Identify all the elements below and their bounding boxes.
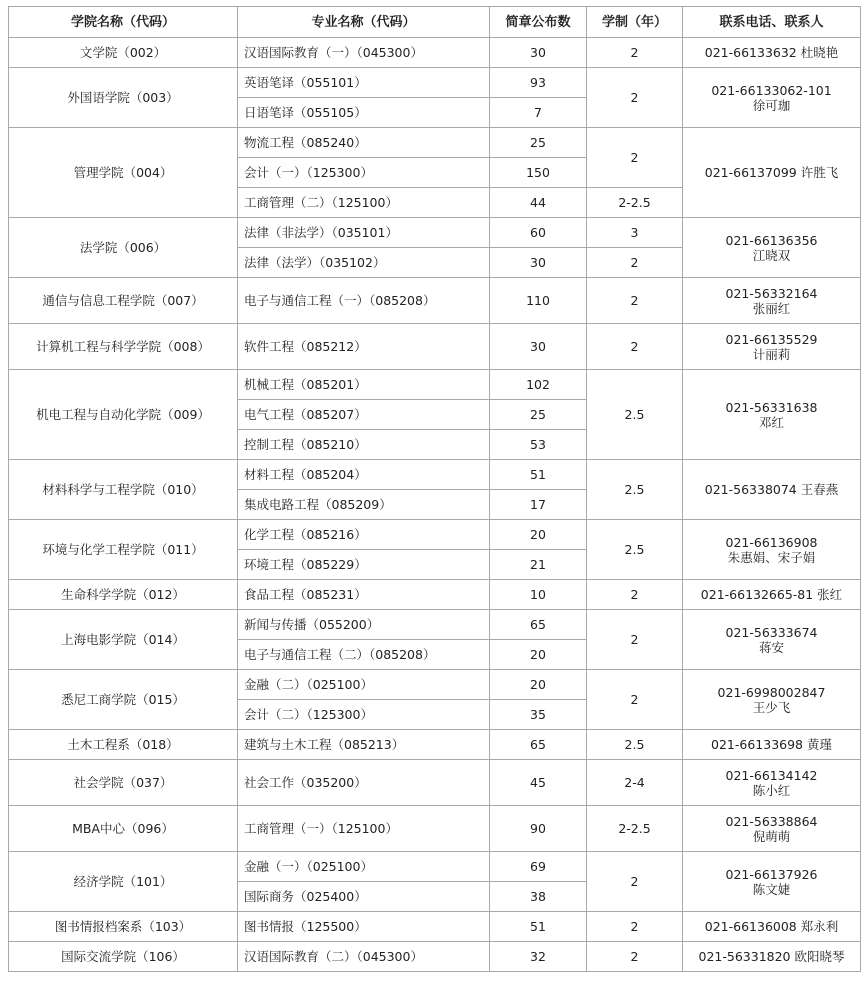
quota-count: 32 (490, 942, 587, 972)
college-name: 图书情报档案系（103） (9, 912, 238, 942)
study-years: 3 (587, 218, 683, 248)
study-years: 2 (587, 248, 683, 278)
major-name: 控制工程（085210） (238, 430, 490, 460)
major-name: 软件工程（085212） (238, 324, 490, 370)
contact-line: 徐可珈 (752, 97, 791, 113)
table-row (9, 852, 861, 882)
study-years: 2 (587, 324, 683, 370)
college-name: 文学院（002） (9, 38, 238, 68)
college-name: 管理学院（004） (9, 128, 238, 218)
study-years: 2 (587, 942, 683, 972)
contact-line: 021-66136908 (725, 534, 818, 550)
contact-line: 021-66132665-81 张红 (700, 587, 843, 602)
quota-count: 65 (490, 730, 587, 760)
major-name: 环境工程（085229） (238, 550, 490, 580)
contact-info (683, 806, 861, 852)
college-name: 材料科学与工程学院（010） (9, 460, 238, 520)
study-years: 2 (587, 128, 683, 188)
table-row (9, 460, 861, 490)
header-major: 专业名称（代码） (238, 7, 490, 38)
major-name: 新闻与传播（055200） (238, 610, 490, 640)
table-row (9, 370, 861, 400)
contact-line: 021-66133632 杜晓艳 (704, 45, 839, 60)
quota-count: 17 (490, 490, 587, 520)
college-name: 计算机工程与科学学院（008） (9, 324, 238, 370)
quota-count: 150 (490, 158, 587, 188)
study-years: 2.5 (587, 730, 683, 760)
college-name: 土木工程系（018） (9, 730, 238, 760)
contact-info (683, 942, 861, 972)
major-name: 电气工程（085207） (238, 400, 490, 430)
contact-info (683, 730, 861, 760)
contact-line: 021-56333674 (725, 624, 818, 640)
header-college: 学院名称（代码） (9, 7, 238, 38)
quota-count: 30 (490, 38, 587, 68)
major-name: 机械工程（085201） (238, 370, 490, 400)
college-name: 生命科学学院（012） (9, 580, 238, 610)
major-name: 工商管理（一）（125100） (238, 806, 490, 852)
quota-count: 30 (490, 248, 587, 278)
study-years: 2 (587, 38, 683, 68)
major-name: 社会工作（035200） (238, 760, 490, 806)
major-name: 电子与通信工程（一）（085208） (238, 278, 490, 324)
major-name: 会计（二）（125300） (238, 700, 490, 730)
contact-info (683, 580, 861, 610)
contact-line: 021-56338864 (725, 813, 818, 829)
major-name: 集成电路工程（085209） (238, 490, 490, 520)
contact-info (683, 852, 861, 912)
quota-count: 51 (490, 460, 587, 490)
major-name: 金融（一）（025100） (238, 852, 490, 882)
contact-line: 021-66135529 (725, 331, 818, 347)
major-name: 英语笔译（055101） (238, 68, 490, 98)
quota-count: 35 (490, 700, 587, 730)
major-name: 食品工程（085231） (238, 580, 490, 610)
quota-count: 21 (490, 550, 587, 580)
contact-info (683, 68, 861, 128)
major-name: 图书情报（125500） (238, 912, 490, 942)
table-row (9, 38, 861, 68)
contact-info (683, 370, 861, 460)
table-row (9, 670, 861, 700)
table-row (9, 128, 861, 158)
college-name: 法学院（006） (9, 218, 238, 278)
quota-count: 110 (490, 278, 587, 324)
major-name: 建筑与土木工程（085213） (238, 730, 490, 760)
contact-info (683, 460, 861, 520)
contact-info (683, 670, 861, 730)
contact-line: 朱惠娟、宋子娟 (727, 549, 816, 565)
quota-count: 20 (490, 640, 587, 670)
quota-count: 38 (490, 882, 587, 912)
contact-info (683, 278, 861, 324)
college-name: 外国语学院（003） (9, 68, 238, 128)
table-row (9, 942, 861, 972)
major-name: 会计（一）（125300） (238, 158, 490, 188)
contact-info (683, 38, 861, 68)
major-name: 物流工程（085240） (238, 128, 490, 158)
major-name: 工商管理（二）（125100） (238, 188, 490, 218)
quota-count: 10 (490, 580, 587, 610)
quota-count: 20 (490, 520, 587, 550)
contact-info (683, 218, 861, 278)
table-row (9, 278, 861, 324)
college-name: 上海电影学院（014） (9, 610, 238, 670)
study-years: 2-4 (587, 760, 683, 806)
contact-info (683, 324, 861, 370)
study-years: 2-2.5 (587, 806, 683, 852)
contact-info (683, 128, 861, 218)
header-count: 简章公布数 (490, 7, 587, 38)
contact-line: 王少飞 (752, 699, 791, 715)
quota-count: 102 (490, 370, 587, 400)
table-row (9, 610, 861, 640)
major-name: 法律（法学）（035102） (238, 248, 490, 278)
major-name: 日语笔译（055105） (238, 98, 490, 128)
contact-line: 021-66133698 黄瑾 (711, 737, 832, 752)
contact-line: 021-66137099 许胜飞 (704, 165, 839, 180)
contact-info (683, 760, 861, 806)
contact-line: 倪萌萌 (752, 828, 791, 844)
table-row (9, 218, 861, 248)
quota-count: 44 (490, 188, 587, 218)
table-row (9, 520, 861, 550)
college-name: 机电工程与自动化学院（009） (9, 370, 238, 460)
contact-line: 021-56338074 王春燕 (704, 482, 839, 497)
table-row (9, 760, 861, 806)
study-years: 2-2.5 (587, 188, 683, 218)
quota-count: 69 (490, 852, 587, 882)
table-body (9, 38, 861, 972)
major-name: 金融（二）（025100） (238, 670, 490, 700)
contact-line: 021-66137926 (725, 866, 818, 882)
contact-info (683, 520, 861, 580)
contact-line: 021-6998002847 (717, 684, 826, 700)
quota-count: 7 (490, 98, 587, 128)
quota-count: 51 (490, 912, 587, 942)
major-name: 国际商务（025400） (238, 882, 490, 912)
quota-count: 30 (490, 324, 587, 370)
study-years: 2 (587, 68, 683, 128)
quota-count: 20 (490, 670, 587, 700)
quota-count: 93 (490, 68, 587, 98)
major-name: 电子与通信工程（二）（085208） (238, 640, 490, 670)
study-years: 2.5 (587, 520, 683, 580)
table-row (9, 68, 861, 98)
college-name: 经济学院（101） (9, 852, 238, 912)
contact-info (683, 912, 861, 942)
contact-line: 021-56331638 (725, 399, 818, 415)
contact-line: 江晓双 (752, 247, 791, 263)
study-years: 2.5 (587, 460, 683, 520)
enrollment-table (8, 6, 861, 972)
major-name: 汉语国际教育（二）（045300） (238, 942, 490, 972)
major-name: 化学工程（085216） (238, 520, 490, 550)
header-years: 学制（年） (587, 7, 683, 38)
study-years: 2 (587, 852, 683, 912)
header-contact: 联系电话、联系人 (683, 7, 861, 38)
quota-count: 65 (490, 610, 587, 640)
table-row (9, 580, 861, 610)
study-years: 2 (587, 610, 683, 670)
header-row (9, 7, 861, 38)
table-row (9, 324, 861, 370)
quota-count: 90 (490, 806, 587, 852)
contact-line: 021-66136008 郑永利 (704, 919, 839, 934)
quota-count: 25 (490, 400, 587, 430)
college-name: 通信与信息工程学院（007） (9, 278, 238, 324)
contact-line: 021-56332164 (725, 285, 818, 301)
study-years: 2 (587, 670, 683, 730)
contact-line: 计丽莉 (752, 346, 791, 362)
quota-count: 45 (490, 760, 587, 806)
college-name: 社会学院（037） (9, 760, 238, 806)
table-row (9, 730, 861, 760)
contact-info (683, 610, 861, 670)
contact-line: 021-66134142 (725, 767, 818, 783)
major-name: 汉语国际教育（一）（045300） (238, 38, 490, 68)
college-name: MBA中心（096） (9, 806, 238, 852)
study-years: 2 (587, 580, 683, 610)
quota-count: 25 (490, 128, 587, 158)
major-name: 材料工程（085204） (238, 460, 490, 490)
study-years: 2.5 (587, 370, 683, 460)
contact-line: 蒋安 (758, 639, 784, 655)
contact-line: 陈文婕 (752, 881, 791, 897)
quota-count: 60 (490, 218, 587, 248)
contact-line: 邓红 (758, 414, 784, 430)
quota-count: 53 (490, 430, 587, 460)
college-name: 悉尼工商学院（015） (9, 670, 238, 730)
major-name: 法律（非法学）（035101） (238, 218, 490, 248)
study-years: 2 (587, 912, 683, 942)
contact-line: 021-66136356 (725, 232, 818, 248)
contact-line: 021-66133062-101 (711, 82, 832, 98)
college-name: 国际交流学院（106） (9, 942, 238, 972)
contact-line: 021-56331820 欧阳晓琴 (698, 949, 845, 964)
contact-line: 张丽红 (752, 300, 791, 316)
table-row (9, 912, 861, 942)
contact-line: 陈小红 (752, 782, 791, 798)
college-name: 环境与化学工程学院（011） (9, 520, 238, 580)
table-row (9, 806, 861, 852)
study-years: 2 (587, 278, 683, 324)
